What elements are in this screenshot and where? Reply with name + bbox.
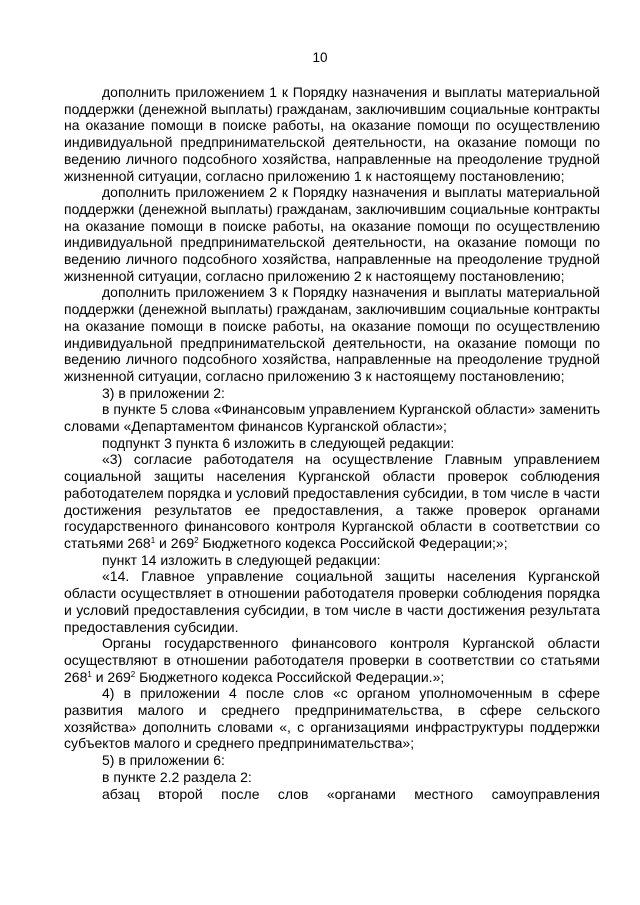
page-number: 10 <box>312 50 328 65</box>
superscript: 2 <box>130 669 136 679</box>
paragraph-item-4: 4) в приложении 4 после слов «с органом уполномоченным в сфере развития малого и среднего предпринимательства, в сфере сельского хозяйства» дополнить словами «, с организациями инфраструктуры поддержки субъектов малого и среднего предпринимательства»; <box>64 685 600 752</box>
text-segment: и 269 <box>155 534 195 551</box>
paragraph-point-5: в пункте 5 слова «Финансовым управлением Курганской области» заменить словами «Департаментом финансов Курганской области»; <box>64 401 600 435</box>
document-body <box>64 84 600 802</box>
paragraph-appendix-1: дополнить приложением 1 к Порядку назначения и выплаты материальной поддержки (денежной выплаты) гражданам, заключившим социальные контракты на оказание помощи в поиске работы, на оказание помощи по осуществлению индивидуальной предпринимательской деятельности, на оказание помощи по ведению личного подсобного хозяйства, направленные на преодоление трудной жизненной ситуации, согласно приложению 1 к настоящему постановлению; <box>64 84 600 184</box>
superscript: 1 <box>87 669 92 679</box>
paragraph-item-3: 3) в приложении 2: <box>102 384 225 401</box>
paragraph-second-abstract: абзац второй после слов «органами местного самоуправления <box>102 785 600 802</box>
superscript: 2 <box>194 535 199 545</box>
text-segment: и 269 <box>91 668 131 685</box>
text-segment: Органы государственного финансового контроля Курганской области осуществляют в отношении работодателя проверки в соответствии со статьями 268 <box>64 635 600 685</box>
paragraph-point-2-2: в пункте 2.2 раздела 2: <box>102 768 252 785</box>
superscript: 1 <box>150 535 156 545</box>
paragraph-point-14-text: «14. Главное управление социальной защиты населения Курганской области осуществляет в отношении работодателя проверки соблюдения порядка и условий предоставления субсидии, в том числе в части достижения результата предоставления субсидии. <box>64 568 600 635</box>
paragraph-item-5: 5) в приложении 6: <box>102 752 225 769</box>
paragraph-employer-consent <box>64 451 600 551</box>
text-segment: Бюджетного кодекса Российской Федерации.»; <box>135 668 445 685</box>
paragraph-subpoint-3: подпункт 3 пункта 6 изложить в следующей редакции: <box>102 434 455 451</box>
text-segment: «3) согласие работодателя на осуществление Главным управлением социальной защиты населения Курганской области проверок соблюдения работодателем порядка и условий предоставления субсидии, в том числе в части достижения результатов ее предоставления, а также проверок органами государственного финансового контроля Курганской области в соответствии со статьями 268 <box>64 451 600 551</box>
text-segment: Бюджетного кодекса Российской Федерации;»; <box>198 534 508 551</box>
paragraph-control-bodies <box>64 635 600 685</box>
paragraph-appendix-3: дополнить приложением 3 к Порядку назначения и выплаты материальной поддержки (денежной выплаты) гражданам, заключившим социальные контракты на оказание помощи в поиске работы, на оказание помощи по осуществлению индивидуальной предпринимательской деятельности, на оказание помощи по ведению личного подсобного хозяйства, направленные на преодоление трудной жизненной ситуации, согласно приложению 3 к настоящему постановлению; <box>64 284 600 384</box>
paragraph-point-14: пункт 14 изложить в следующей редакции: <box>102 551 381 568</box>
paragraph-appendix-2: дополнить приложением 2 к Порядку назначения и выплаты материальной поддержки (денежной выплаты) гражданам, заключившим социальные контракты на оказание помощи в поиске работы, на оказание помощи по осуществлению индивидуальной предпринимательской деятельности, на оказание помощи по ведению личного подсобного хозяйства, направленные на преодоление трудной жизненной ситуации, согласно приложению 2 к настоящему постановлению; <box>64 184 600 284</box>
